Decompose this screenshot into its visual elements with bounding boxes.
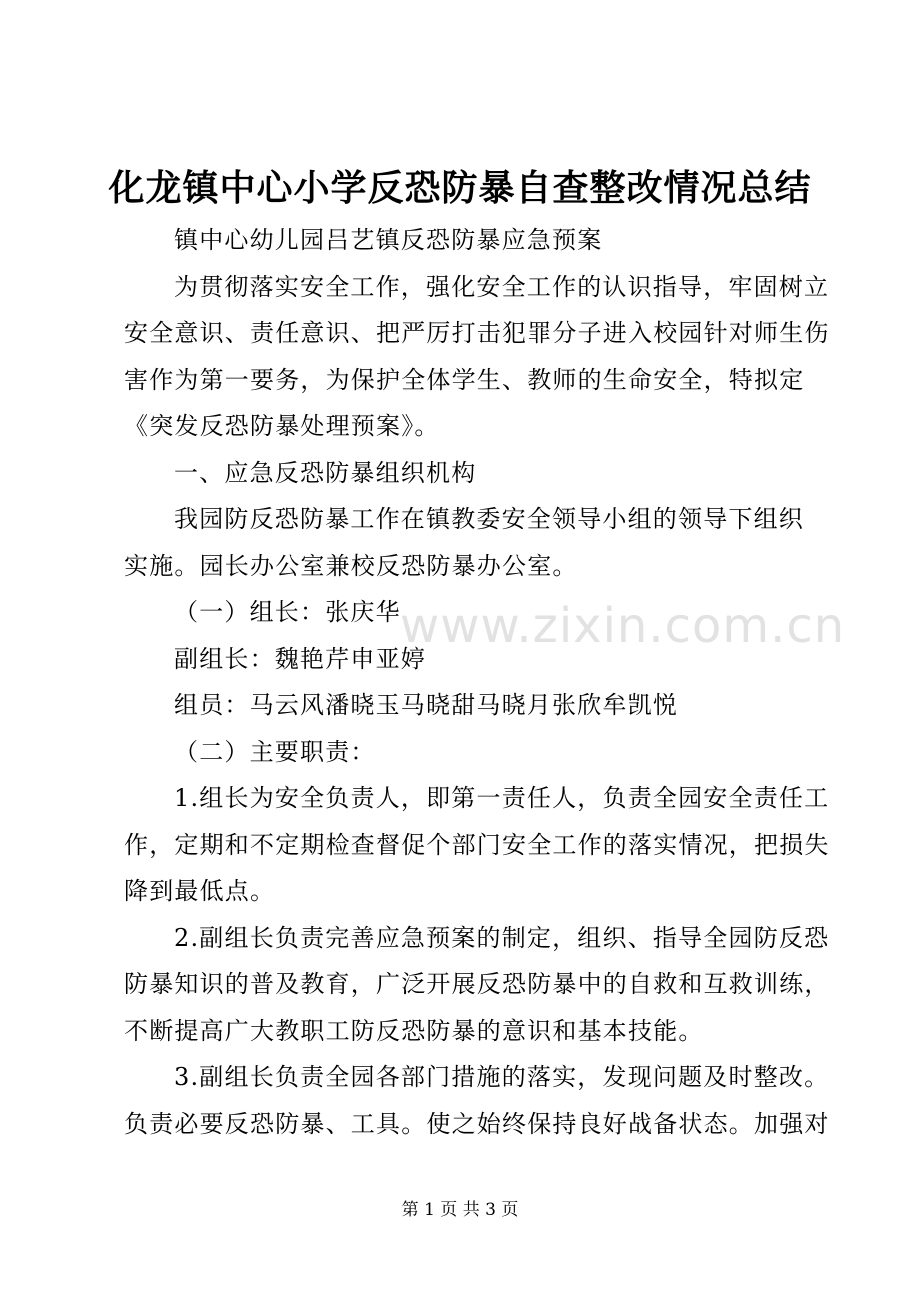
section-heading: 一、应急反恐防暴组织机构 [174,458,477,487]
document-title: 化龙镇中心小学反恐防暴自查整改情况总结 [108,167,812,209]
watermark: www.zixin.com.cn [400,598,846,654]
paragraph-line: 防暴知识的普及教育，广泛开展反恐防暴中的自救和互救训练， [124,970,830,998]
paragraph-line: 为贯彻落实安全工作，强化安全工作的认识指导，牢固树立 [174,272,830,301]
paragraph-line: 作，定期和不定期检查督促个部门安全工作的落实情况，把损失 [124,830,830,859]
paragraph-line: 不断提高广大教职工防反恐防暴的意识和基本技能。 [124,1016,704,1045]
paragraph-line: 实施。园长办公室兼校反恐防暴办公室。 [124,551,578,580]
section-heading: （二）主要职责： [174,737,376,766]
paragraph-line: 2.副组长负责完善应急预案的制定，组织、指导全园防反恐 [174,923,830,952]
paragraph-line: 我园防反恐防暴工作在镇教委安全领导小组的领导下组织 [174,505,804,533]
paragraph-line: 负责必要反恐防暴、工具。使之始终保持良好战备状态。加强对 [124,1109,830,1138]
paragraph-line: 1.组长为安全负责人，即第一责任人，负责全园安全责任工 [174,784,830,812]
paragraph-line: 组员：马云风潘晓玉马晓甜马晓月张欣牟凯悦 [174,691,678,719]
paragraph-line: 副组长：魏艳芹申亚婷 [174,644,426,673]
paragraph-line: 3.副组长负责全园各部门措施的落实，发现问题及时整改。 [174,1063,830,1091]
page-number: 第 1 页 共 3 页 [401,1200,519,1220]
paragraph-line: 害作为第一要务，为保护全体学生、教师的生命安全，特拟定 [124,365,805,394]
paragraph-line: 降到最低点。 [124,877,276,905]
paragraph-line: 《突发反恐防暴处理预案》。 [124,412,440,440]
document-body [124,217,830,1147]
paragraph-line: 镇中心幼儿园吕艺镇反恐防暴应急预案 [174,226,603,254]
paragraph-line: 安全意识、责任意识、把严厉打击犯罪分子进入校园针对师生伤 [124,319,830,347]
paragraph-line: （一）组长：张庆华 [174,598,401,626]
